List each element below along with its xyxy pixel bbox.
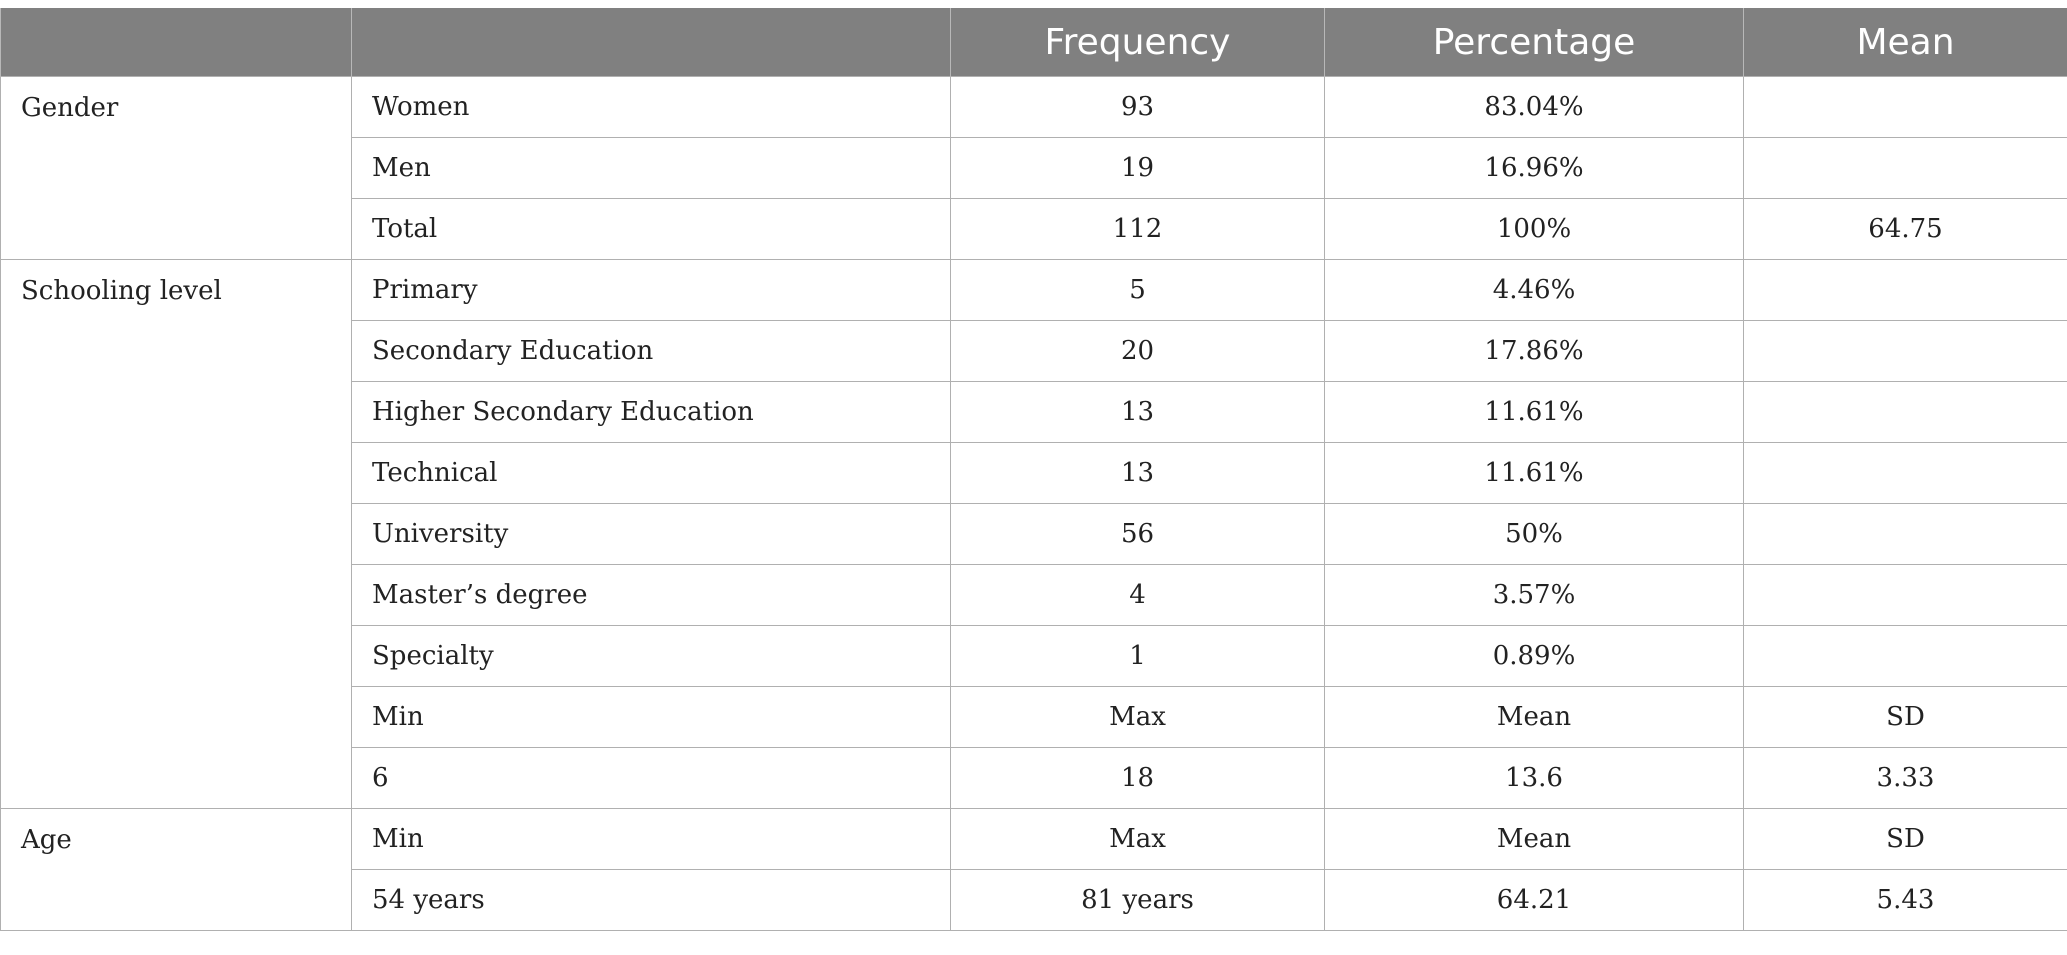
stats-mean: 64.21	[1325, 870, 1744, 931]
table-row	[1, 77, 2067, 138]
cell-percentage: 4.46%	[1325, 260, 1744, 321]
group-age: Age	[1, 809, 352, 931]
header-category	[1, 8, 352, 77]
cell-percentage: 3.57%	[1325, 565, 1744, 626]
cell-frequency: 93	[951, 77, 1325, 138]
cell-frequency: 19	[951, 138, 1325, 199]
table-body	[1, 77, 2067, 931]
cell-frequency: 5	[951, 260, 1325, 321]
cell-mean	[1744, 443, 2067, 504]
cell-percentage: 50%	[1325, 504, 1744, 565]
cell-mean	[1744, 321, 2067, 382]
row-label: University	[352, 504, 951, 565]
table-header	[1, 8, 2067, 77]
cell-frequency: 20	[951, 321, 1325, 382]
stats-header-max: Max	[951, 809, 1325, 870]
cell-percentage: 11.61%	[1325, 443, 1744, 504]
cell-percentage: 17.86%	[1325, 321, 1744, 382]
cell-percentage: 16.96%	[1325, 138, 1744, 199]
stats-header-sd: SD	[1744, 687, 2067, 748]
cell-percentage: 83.04%	[1325, 77, 1744, 138]
row-label: Men	[352, 138, 951, 199]
stats-min: 6	[352, 748, 951, 809]
cell-percentage: 100%	[1325, 199, 1744, 260]
cell-mean	[1744, 260, 2067, 321]
stats-mean: 13.6	[1325, 748, 1744, 809]
stats-max: 18	[951, 748, 1325, 809]
stats-max: 81 years	[951, 870, 1325, 931]
cell-mean	[1744, 626, 2067, 687]
row-label: Total	[352, 199, 951, 260]
stats-header-sd: SD	[1744, 809, 2067, 870]
row-label: Master’s degree	[352, 565, 951, 626]
cell-frequency: 1	[951, 626, 1325, 687]
header-mean: Mean	[1744, 8, 2067, 77]
stats-header-mean: Mean	[1325, 809, 1744, 870]
stats-sd: 5.43	[1744, 870, 2067, 931]
cell-mean	[1744, 77, 2067, 138]
stats-header-max: Max	[951, 687, 1325, 748]
row-label: Specialty	[352, 626, 951, 687]
header-item	[352, 8, 951, 77]
cell-frequency: 112	[951, 199, 1325, 260]
row-label: Secondary Education	[352, 321, 951, 382]
header-percentage: Percentage	[1325, 8, 1744, 77]
cell-mean: 64.75	[1744, 199, 2067, 260]
cell-frequency: 56	[951, 504, 1325, 565]
stats-header-mean: Mean	[1325, 687, 1744, 748]
row-label: Higher Secondary Education	[352, 382, 951, 443]
stats-header-min: Min	[352, 687, 951, 748]
header-frequency: Frequency	[951, 8, 1325, 77]
cell-mean	[1744, 138, 2067, 199]
row-label: Technical	[352, 443, 951, 504]
cell-frequency: 4	[951, 565, 1325, 626]
cell-mean	[1744, 504, 2067, 565]
cell-percentage: 11.61%	[1325, 382, 1744, 443]
row-label: Primary	[352, 260, 951, 321]
stats-header-min: Min	[352, 809, 951, 870]
stats-min: 54 years	[352, 870, 951, 931]
demographics-table	[0, 8, 2067, 931]
cell-percentage: 0.89%	[1325, 626, 1744, 687]
row-label: Women	[352, 77, 951, 138]
header-row	[1, 8, 2067, 77]
stats-sd: 3.33	[1744, 748, 2067, 809]
group-schooling-level: Schooling level	[1, 260, 352, 809]
cell-mean	[1744, 382, 2067, 443]
cell-frequency: 13	[951, 443, 1325, 504]
demographics-table-container	[0, 8, 2067, 931]
table-row	[1, 260, 2067, 321]
cell-frequency: 13	[951, 382, 1325, 443]
group-gender: Gender	[1, 77, 352, 260]
cell-mean	[1744, 565, 2067, 626]
stats-header-row	[1, 809, 2067, 870]
